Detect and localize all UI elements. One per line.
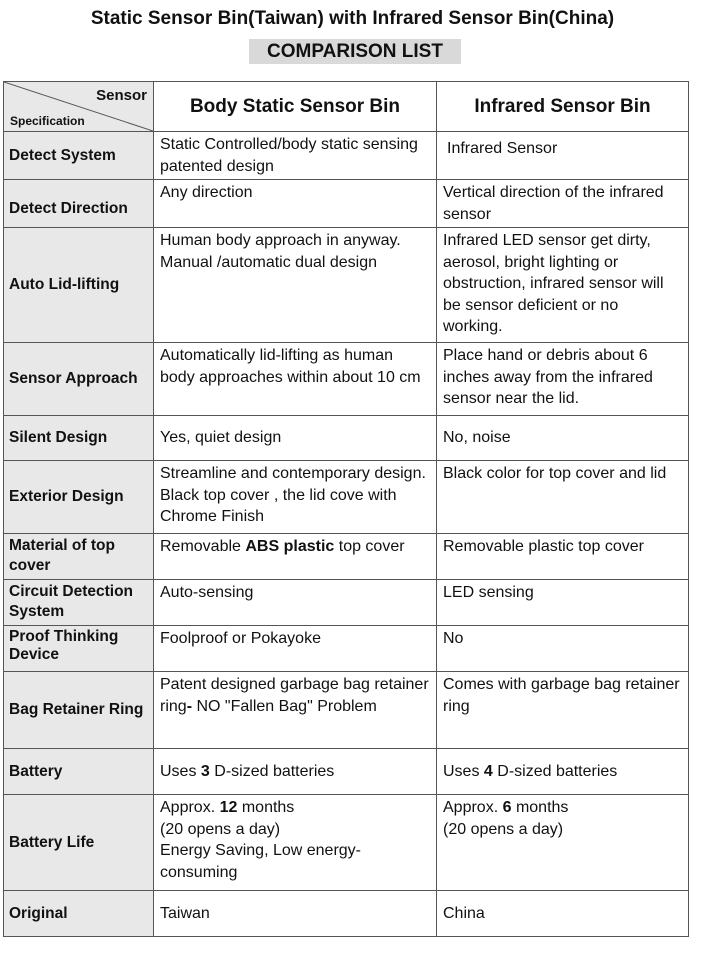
static-bin-value: Auto-sensing (154, 580, 437, 626)
infrared-bin-value: LED sensing (437, 580, 689, 626)
static-bin-value: Streamline and contemporary design. Black top cover , the lid cove with Chrome Finish (154, 461, 437, 534)
header-corner-cell (4, 82, 154, 132)
row-label: Sensor Approach (4, 343, 154, 416)
infrared-bin-value: No, noise (437, 416, 689, 461)
table-row (4, 180, 689, 228)
row-label: Battery Life (4, 795, 154, 891)
table-row (4, 891, 689, 937)
header-specification-label: Specification (10, 114, 85, 128)
infrared-bin-value: Removable plastic top cover (437, 534, 689, 580)
static-bin-value: Uses 3 D-sized batteries (154, 749, 437, 795)
static-bin-value: Approx. 12 months (20 opens a day) Energy Saving, Low energy-consuming (154, 795, 437, 891)
document-title: Static Sensor Bin(Taiwan) with Infrared Sensor Bin(China) (90, 8, 615, 29)
static-bin-value: Foolproof or Pokayoke (154, 626, 437, 672)
infrared-bin-value: Vertical direction of the infrared sensor (437, 180, 689, 228)
table-row (4, 132, 689, 180)
infrared-bin-value: Black color for top cover and lid (437, 461, 689, 534)
header-static-bin: Body Static Sensor Bin (154, 82, 437, 132)
row-label: Original (4, 891, 154, 937)
header-sensor-label: Sensor (96, 87, 147, 104)
table-row (4, 228, 689, 343)
infrared-bin-value: China (437, 891, 689, 937)
row-label: Detect Direction (4, 180, 154, 228)
table-row (4, 461, 689, 534)
static-bin-value: Automatically lid-lifting as human body approaches within about 10 cm (154, 343, 437, 416)
infrared-bin-value: Infrared LED sensor get dirty, aerosol, bright lighting or obstruction, infrared sensor will be sensor deficient or no working. (437, 228, 689, 343)
table-row (4, 626, 689, 672)
table-row (4, 749, 689, 795)
row-label: Circuit Detection System (4, 580, 154, 626)
row-label: Material of top cover (4, 534, 154, 580)
comparison-table (3, 81, 689, 937)
static-bin-value: Static Controlled/body static sensing patented design (154, 132, 437, 180)
infrared-bin-value: No (437, 626, 689, 672)
row-label: Proof Thinking Device (4, 626, 154, 672)
comparison-list-heading: COMPARISON LIST (249, 39, 461, 64)
row-label: Auto Lid-lifting (4, 228, 154, 343)
infrared-bin-value: Comes with garbage bag retainer ring (437, 672, 689, 749)
table-row (4, 580, 689, 626)
row-label: Battery (4, 749, 154, 795)
row-label: Exterior Design (4, 461, 154, 534)
infrared-bin-value: Place hand or debris about 6 inches away from the infrared sensor near the lid. (437, 343, 689, 416)
table-row (4, 343, 689, 416)
static-bin-value: Taiwan (154, 891, 437, 937)
row-label: Silent Design (4, 416, 154, 461)
static-bin-value: Any direction (154, 180, 437, 228)
table-row (4, 672, 689, 749)
row-label: Bag Retainer Ring (4, 672, 154, 749)
static-bin-value: Patent designed garbage bag retainer ring- NO "Fallen Bag" Problem (154, 672, 437, 749)
table-row (4, 416, 689, 461)
infrared-bin-value: Infrared Sensor (437, 132, 689, 180)
header-infrared-bin: Infrared Sensor Bin (437, 82, 689, 132)
infrared-bin-value: Approx. 6 months (20 opens a day) (437, 795, 689, 891)
table-header-row (4, 82, 689, 132)
static-bin-value: Removable ABS plastic top cover (154, 534, 437, 580)
infrared-bin-value: Uses 4 D-sized batteries (437, 749, 689, 795)
static-bin-value: Human body approach in anyway. Manual /automatic dual design (154, 228, 437, 343)
table-row (4, 795, 689, 891)
table-row (4, 534, 689, 580)
row-label: Detect System (4, 132, 154, 180)
static-bin-value: Yes, quiet design (154, 416, 437, 461)
